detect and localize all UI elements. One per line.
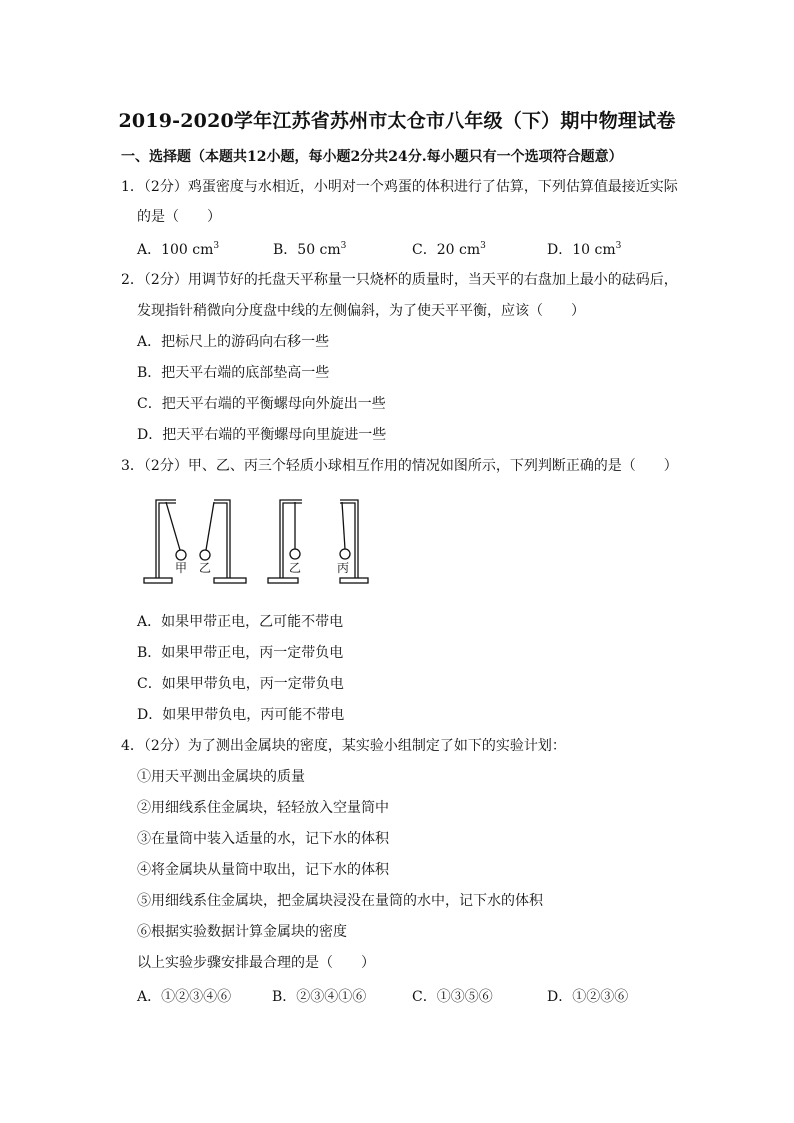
question-3-option-b[interactable]: B．如果甲带正电，丙一定带负电 [137, 645, 344, 661]
ball-label-yi-2: 乙 [289, 561, 302, 575]
question-2-option-d[interactable]: D．把天平右端的平衡螺母向里旋进一些 [137, 427, 387, 443]
question-1-option-d[interactable]: D．10 $cm^3$ [547, 241, 622, 258]
question-1-option-c[interactable]: C．20 $cm^3$ [412, 241, 486, 258]
pith-ball-figure [140, 492, 370, 590]
ball-label-yi-1: 乙 [199, 561, 212, 575]
page-title: 2019-2020学年江苏省苏州市太仓市八年级（下）期中物理试卷 [118, 110, 676, 132]
question-4-option-c[interactable]: C．①③⑤⑥ [412, 989, 493, 1005]
question-4-stem: 4．（2分）为了测出金属块的密度，某实验小组制定了如下的实验计划： [121, 738, 566, 754]
question-3-option-c[interactable]: C．如果甲带负电，丙一定带负电 [137, 676, 344, 692]
question-1-option-a[interactable]: A．100 $cm^3$ [137, 241, 220, 258]
question-2-option-a[interactable]: A．把标尺上的游码向右移一些 [137, 334, 330, 350]
question-1-stem: 1．（2分）鸡蛋密度与水相近，小明对一个鸡蛋的体积进行了估算，下列估算值最接近实际 [121, 179, 678, 195]
ball-label-bing: 丙 [337, 561, 350, 575]
ball-label-jia: 甲 [175, 561, 188, 575]
question-4-step-3: ③在量筒中装入适量的水，记下水的体积 [137, 831, 389, 847]
question-1-stem-cont: 的是（ ） [137, 209, 221, 225]
question-4-step-4: ④将金属块从量筒中取出，记下水的体积 [137, 862, 389, 878]
question-4-option-b[interactable]: B．②③④①⑥ [272, 989, 367, 1005]
question-3-option-d[interactable]: D．如果甲带负电，丙可能不带电 [137, 707, 345, 723]
question-4-option-d[interactable]: D．①②③⑥ [547, 989, 629, 1005]
question-3-stem: 3．（2分）甲、乙、丙三个轻质小球相互作用的情况如图所示，下列判断正确的是（ ） [121, 458, 678, 474]
question-4-step-6: ⑥根据实验数据计算金属块的密度 [137, 924, 347, 940]
question-2-stem-cont: 发现指针稍微向分度盘中线的左侧偏斜，为了使天平平衡，应该（ ） [137, 303, 585, 319]
question-4-option-a[interactable]: A．①②③④⑥ [137, 989, 232, 1005]
question-4-step-5: ⑤用细线系住金属块，把金属块浸没在量筒的水中，记下水的体积 [137, 893, 543, 909]
question-2-option-b[interactable]: B．把天平右端的底部垫高一些 [137, 365, 330, 381]
question-4-step-2: ②用细线系住金属块，轻轻放入空量筒中 [137, 800, 389, 816]
question-4-step-1: ①用天平测出金属块的质量 [137, 769, 305, 785]
question-4-prompt: 以上实验步骤安排最合理的是（ ） [137, 955, 375, 971]
question-1-option-b[interactable]: B．50 $cm^3$ [273, 241, 347, 258]
question-3-option-a[interactable]: A．如果甲带正电，乙可能不带电 [137, 614, 344, 630]
section-heading: 一、选择题（本题共12小题，每小题2分共24分.每小题只有一个选项符合题意） [121, 149, 623, 165]
question-2-stem: 2．（2分）用调节好的托盘天平称量一只烧杯的质量时，当天平的右盘加上最小的砝码后， [121, 272, 678, 288]
question-2-option-c[interactable]: C．把天平右端的平衡螺母向外旋出一些 [137, 396, 386, 412]
